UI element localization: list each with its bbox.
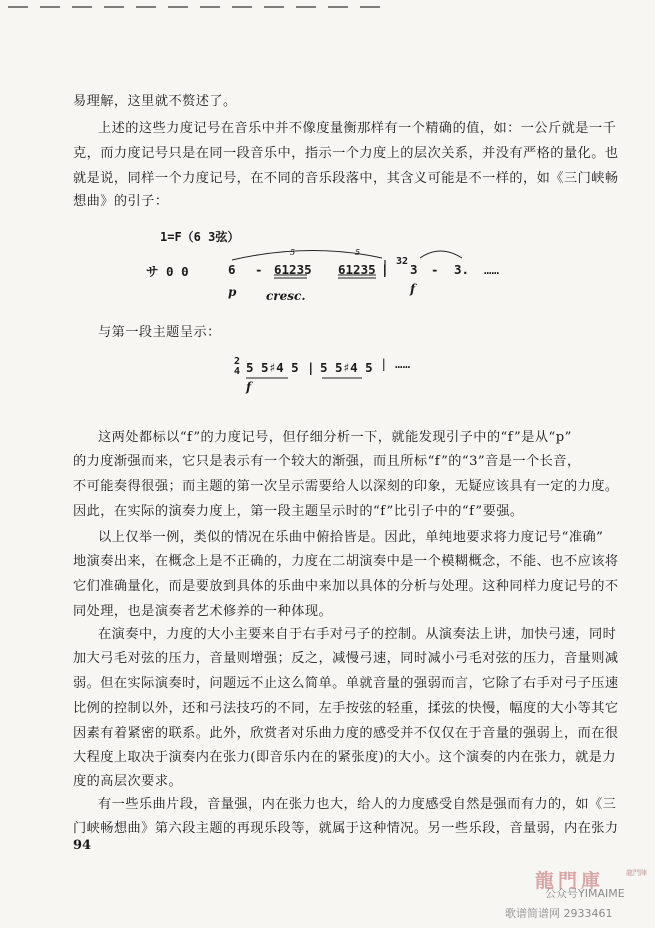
barline: | <box>307 360 315 375</box>
text-line: 在演奏中，力度的大小主要来自于右手对弓子的控制。从演奏法上讲，加快弓速，同时 <box>98 627 617 642</box>
underline-beams <box>244 376 384 386</box>
text-line: 与第一段主题呈示： <box>98 325 221 340</box>
text-line: 度的高层次要求。 <box>73 774 183 789</box>
dynamic-p: p <box>228 285 237 299</box>
measure: 5 5♯4 5 <box>320 360 373 375</box>
watermark-text: 公众号YIMAIME <box>545 887 625 900</box>
text-line: 因此，在实际的演奏力度上，第一段主题呈示时的“f”比引子中的“f”要强。 <box>73 504 524 519</box>
watermark-text: 歌谱简谱网 2933461 <box>505 907 613 920</box>
text-line: 弱。但在实际演奏时，问题远不止这么简单。单就音量的强弱而言，它除了右手对弓子压速 <box>73 676 619 691</box>
dash: - <box>431 262 439 277</box>
text-line: 上述的这些力度记号在音乐中并不像度量衡那样有一个精确的值，如：一公斤就是一千 <box>98 121 617 136</box>
tuplet-marker: 5 <box>355 248 361 257</box>
text-line: 易理解，这里就不赘述了。 <box>73 94 237 109</box>
ending: | …… <box>380 356 411 371</box>
text-line: 加大弓毛对弦的压力，音量则增强；反之，减慢弓速，同时减小弓毛对弦的压力，音量则减 <box>73 651 619 666</box>
barline: | <box>381 262 389 277</box>
measure: 5 5♯4 5 <box>246 360 299 375</box>
top-dashed-rule <box>8 2 648 12</box>
text-line: 因素有着紧密的联系。此外，欣赏者对乐曲力度的感受并不仅仅在于音量的强弱上，而在很 <box>73 726 619 741</box>
text-line: 门峡畅想曲》第六段主题的再现乐段等，就属于这种情况。另一些乐段，音量弱，内在张力 <box>73 821 619 836</box>
text-line: 想曲》的引子： <box>73 194 169 209</box>
dash: - <box>255 262 263 277</box>
watermark-logo: 龍門庫 <box>535 870 605 892</box>
note: 3. <box>454 262 470 277</box>
meter-top: 2 <box>234 356 241 367</box>
text-line: 克，而力度记号只是在同一段音乐中，指示一个力度上的层次关系，并没有严格的量化。也 <box>73 146 619 161</box>
note: 3 <box>410 262 418 277</box>
note-run: 61235 <box>274 262 312 277</box>
text-line: 不可能奏得很强；而主题的第一次呈示需要给人以深刻的印象，无疑应该具有一定的力度。 <box>73 479 619 494</box>
rest-notes: サ 0 0 <box>146 264 189 279</box>
dynamic-f: f <box>410 282 416 296</box>
grace-notes: 32 <box>396 256 409 267</box>
text-line: 的力度渐强而来，它只是表示有一个较大的渐强，而且所标“f”的“3”音是一个长音， <box>73 454 581 469</box>
text-line: 这两处都标以“f”的力度记号，但仔细分析一下，就能发现引子中的“f”是从“p” <box>98 430 572 445</box>
text-line: 有一些乐曲片段，音量强，内在张力也大，给人的力度感受自然是强而有力的，如《三 <box>98 797 617 812</box>
dynamic-f: f <box>246 380 252 394</box>
key-signature: 1=F（6 3弦） <box>160 230 240 244</box>
text-line: 就是说，同样一个力度记号，在不同的音乐段落中，其含义可能是不一样的，如《三门峡畅 <box>73 171 619 186</box>
text-line: 大程度上取决于演奏内在张力(即音乐内在的紧张度)的大小。这个演奏的内在张力，就是力 <box>73 750 617 765</box>
text-line: 它们准确量化，而是要放到具体的乐曲中来加以具体的分析与处理。这种同样力度记号的不 <box>73 579 619 594</box>
text-line: 地演奏出来，在概念上是不正确的，力度在二胡演奏中是一个模糊概念，不能、也不应该将 <box>73 554 619 569</box>
text-line: 以上仅举一例，类似的情况在乐曲中俯拾皆是。因此，单纯地要求将力度记号“准确” <box>98 530 604 545</box>
page-number: 94 <box>73 838 92 853</box>
meter-bottom: 4 <box>234 366 241 377</box>
tuplet-marker: 5 <box>290 248 296 257</box>
watermark-tiny: 龍門陣 <box>626 869 647 877</box>
text-line: 比例的控制以外，还和弓法技巧的不同，左手按弦的轻重，揉弦的快慢，幅度的大小等其它 <box>73 701 619 716</box>
note: 6 <box>228 262 236 277</box>
note-run: 61235 <box>338 262 376 277</box>
ellipsis: …… <box>484 262 500 277</box>
cresc-marking: cresc. <box>266 289 306 303</box>
text-line: 同处理，也是演奏者艺术修养的一种体现。 <box>73 604 333 619</box>
